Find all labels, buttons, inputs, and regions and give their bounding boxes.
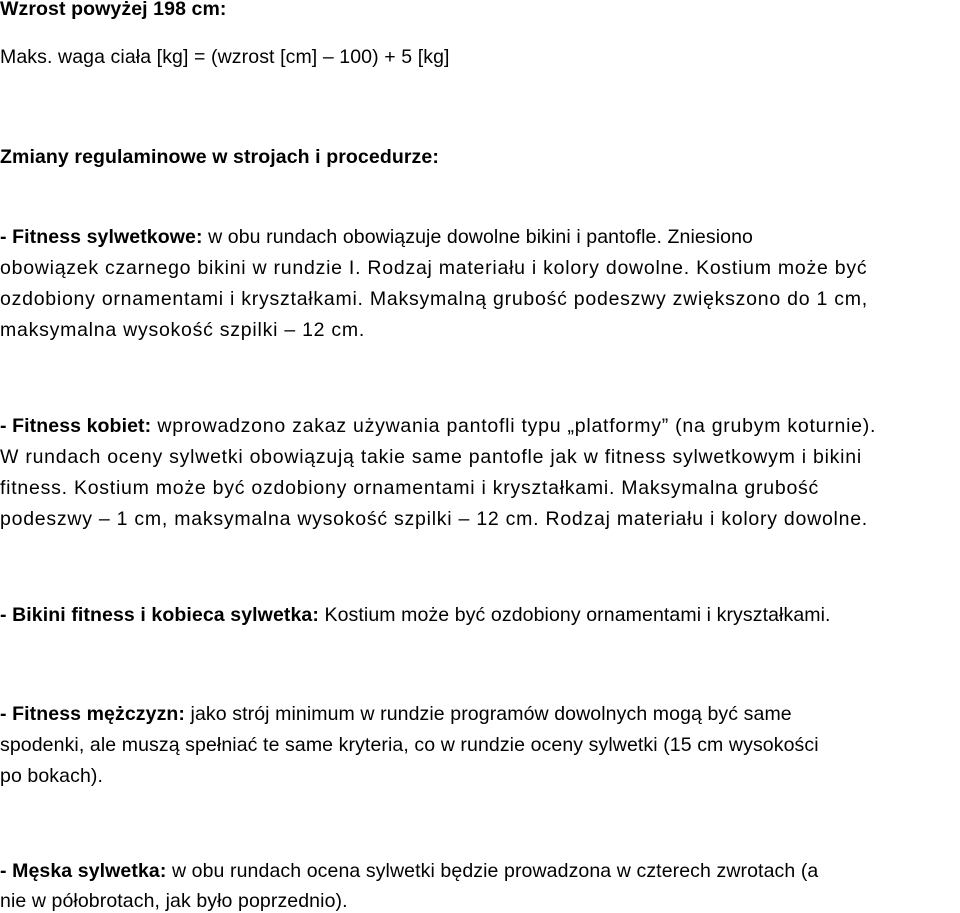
section-label: - Bikini fitness i kobieca sylwetka: (0, 604, 319, 626)
heading-changes: Zmiany regulaminowe w strojach i procedurze: (0, 146, 439, 168)
section-text: Kostium może być ozdobiony ornamentami i kryształkami. (318, 604, 831, 626)
section-fitness-kobiet-line-3: fitness. Kostium może być ozdobiony ornamentami i kryształkami. Maksymalna grubość (0, 477, 820, 499)
section-text: jako strój minimum w rundzie programów dowolnych mogą być same (185, 703, 792, 725)
section-fitness-kobiet-line-1 (0, 414, 876, 438)
weight-formula: Maks. waga ciała [kg] = (wzrost [cm] – 100) + 5 [kg] (0, 46, 450, 68)
section-fitness-mezczyzn-line-1 (0, 702, 792, 726)
section-fitness-sylwetkowe-line-1 (0, 225, 753, 249)
section-fitness-kobiet-line-4: podeszwy – 1 cm, maksymalna wysokość szpilki – 12 cm. Rodzaj materiału i kolory dowolne. (0, 508, 868, 530)
heading-height: Wzrost powyżej 198 cm: (0, 0, 227, 20)
section-text: w obu rundach obowiązuje dowolne bikini i pantofle. Zniesiono (202, 226, 753, 248)
section-fitness-sylwetkowe-line-3: ozdobiony ornamentami i kryształkami. Maksymalną grubość podeszwy zwiększono do 1 cm, (0, 288, 868, 310)
section-text: w obu rundach ocena sylwetki będzie prowadzona w czterech zwrotach (a (166, 860, 819, 882)
section-meska-sylwetka-line-2: nie w półobrotach, jak było poprzednio). (0, 890, 348, 912)
section-fitness-sylwetkowe-line-2: obowiązek czarnego bikini w rundzie I. Rodzaj materiału i kolory dowolne. Kostium może być (0, 257, 868, 279)
section-fitness-mezczyzn-line-3: po bokach). (0, 765, 103, 787)
section-fitness-mezczyzn-line-2: spodenki, ale muszą spełniać te same kryteria, co w rundzie oceny sylwetki (15 cm wysokości (0, 734, 819, 756)
section-text: wprowadzono zakaz używania pantofli typu „platformy” (na grubym koturnie). (151, 415, 877, 437)
section-label: - Fitness mężczyzn: (0, 703, 186, 725)
section-meska-sylwetka-line-1 (0, 859, 818, 883)
section-fitness-sylwetkowe-line-4: maksymalna wysokość szpilki – 12 cm. (0, 319, 366, 341)
section-label: - Męska sylwetka: (0, 860, 167, 882)
section-label: - Fitness sylwetkowe: (0, 226, 203, 248)
section-fitness-kobiet-line-2: W rundach oceny sylwetki obowiązują takie same pantofle jak w fitness sylwetkowym i bikini (0, 446, 862, 468)
section-bikini-fitness-line-1 (0, 603, 831, 627)
section-label: - Fitness kobiet: (0, 415, 152, 437)
